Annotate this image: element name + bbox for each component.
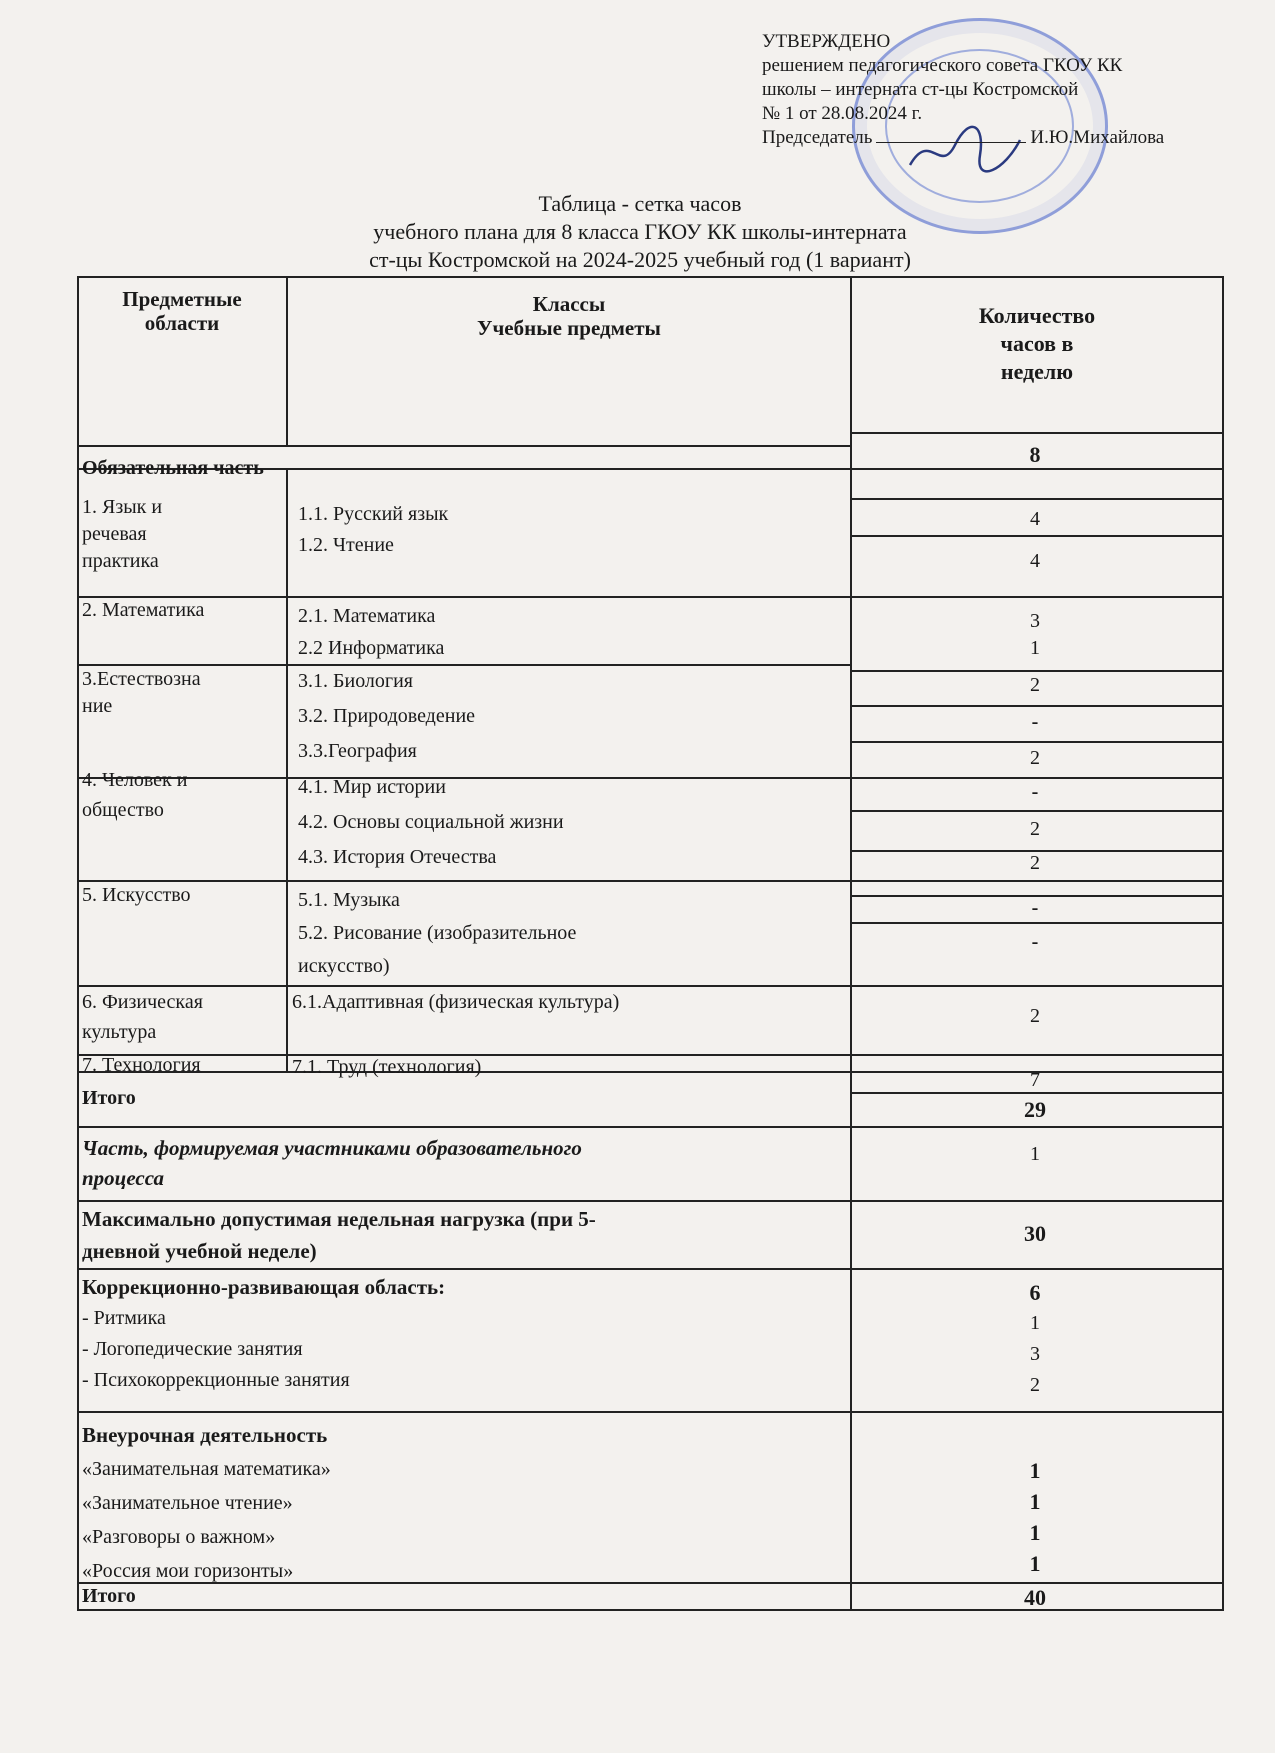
- grade-label: 8: [1029, 442, 1041, 467]
- grand-total-label: Итого: [82, 1585, 136, 1607]
- formed-part-label: Часть, формируемая участниками образовательного процесса: [82, 1136, 582, 1190]
- chairman-name: И.Ю.Михайлова: [1030, 127, 1165, 148]
- hours-value: 2: [1030, 1005, 1040, 1027]
- approval-line: школы – интерната ст-цы Костромской: [762, 79, 1079, 100]
- hours-value: 1: [1030, 637, 1040, 659]
- area-label: 7. Технология: [82, 1054, 201, 1076]
- area-label: 4. Человек и общество: [82, 769, 188, 821]
- grand-total-value: 40: [1024, 1585, 1046, 1610]
- subject-list: 2.1. Математика 2.2 Информатика: [298, 605, 445, 659]
- title-line: учебного плана для 8 класса ГКОУ КК школы-интерната: [373, 219, 907, 244]
- chairman-label: Председатель: [762, 127, 873, 148]
- hours-value: 2: [1030, 747, 1040, 769]
- title-line: ст-цы Костромской на 2024-2025 учебный год (1 вариант): [369, 247, 911, 272]
- mandatory-label: Обязательная часть: [82, 457, 264, 479]
- subject-list: 4.1. Мир истории 4.2. Основы социальной жизни 4.3. История Отечества: [298, 776, 564, 868]
- area-label: 3.Естествозна ние: [82, 668, 201, 717]
- hours-value: 2: [1030, 674, 1040, 696]
- max-load-value: 30: [1024, 1221, 1046, 1246]
- subject-list: 3.1. Биология 3.2. Природоведение 3.3.География: [298, 670, 476, 762]
- correction-values: 6 1 3 2: [1029, 1280, 1041, 1396]
- subject-item: 6.1.Адаптивная (физическая культура): [292, 991, 620, 1013]
- hours-value: 3: [1030, 610, 1040, 632]
- hours-value: -: [1031, 781, 1039, 803]
- subject-item: 7.1. Труд (технология): [292, 1056, 482, 1078]
- approval-line: УТВЕРЖДЕНО: [762, 31, 891, 52]
- hours-value: 4: [1030, 508, 1040, 530]
- header-hours: Количество часов в неделю: [978, 303, 1096, 384]
- total-value: 29: [1024, 1097, 1046, 1122]
- correction-block: Коррекционно-развивающая область: - Ритмика - Логопедические занятия - Психокоррекционные занятия: [82, 1275, 446, 1391]
- hours-value: -: [1031, 897, 1039, 919]
- extracurricular-block: Внеурочная деятельность «Занимательная математика» «Занимательное чтение» «Разговоры о важном» «Россия мои горизонты»: [82, 1423, 331, 1582]
- header-subjects: Классы Учебные предметы: [477, 292, 661, 340]
- hours-value: -: [1031, 711, 1039, 733]
- hours-value: 4: [1030, 550, 1040, 572]
- hours-value: -: [1031, 931, 1039, 953]
- subject-list: 1.1. Русский язык 1.2. Чтение: [298, 503, 449, 556]
- total-label: Итого: [82, 1087, 136, 1109]
- hours-value: 2: [1030, 818, 1040, 840]
- area-label: 2. Математика: [82, 599, 205, 621]
- approval-line: № 1 от 28.08.2024 г.: [762, 103, 923, 124]
- formed-part-value: 1: [1030, 1143, 1040, 1165]
- subject-list: 5.1. Музыка 5.2. Рисование (изобразительное искусство): [298, 889, 577, 977]
- title-line: Таблица - сетка часов: [538, 191, 742, 216]
- hours-value: 2: [1030, 852, 1040, 874]
- area-label: 1. Язык и речевая практика: [82, 496, 163, 572]
- extracurricular-values: 1 1 1 1: [1029, 1458, 1041, 1576]
- area-label: 5. Искусство: [82, 884, 191, 906]
- header-areas: Предметные области: [122, 287, 242, 335]
- max-load-label: Максимально допустимая недельная нагрузка (при 5- дневной учебной неделе): [82, 1207, 596, 1263]
- hours-value: 7: [1030, 1069, 1040, 1091]
- approval-line: решением педагогического совета ГКОУ КК: [762, 55, 1123, 76]
- area-label: 6. Физическая культура: [82, 991, 203, 1043]
